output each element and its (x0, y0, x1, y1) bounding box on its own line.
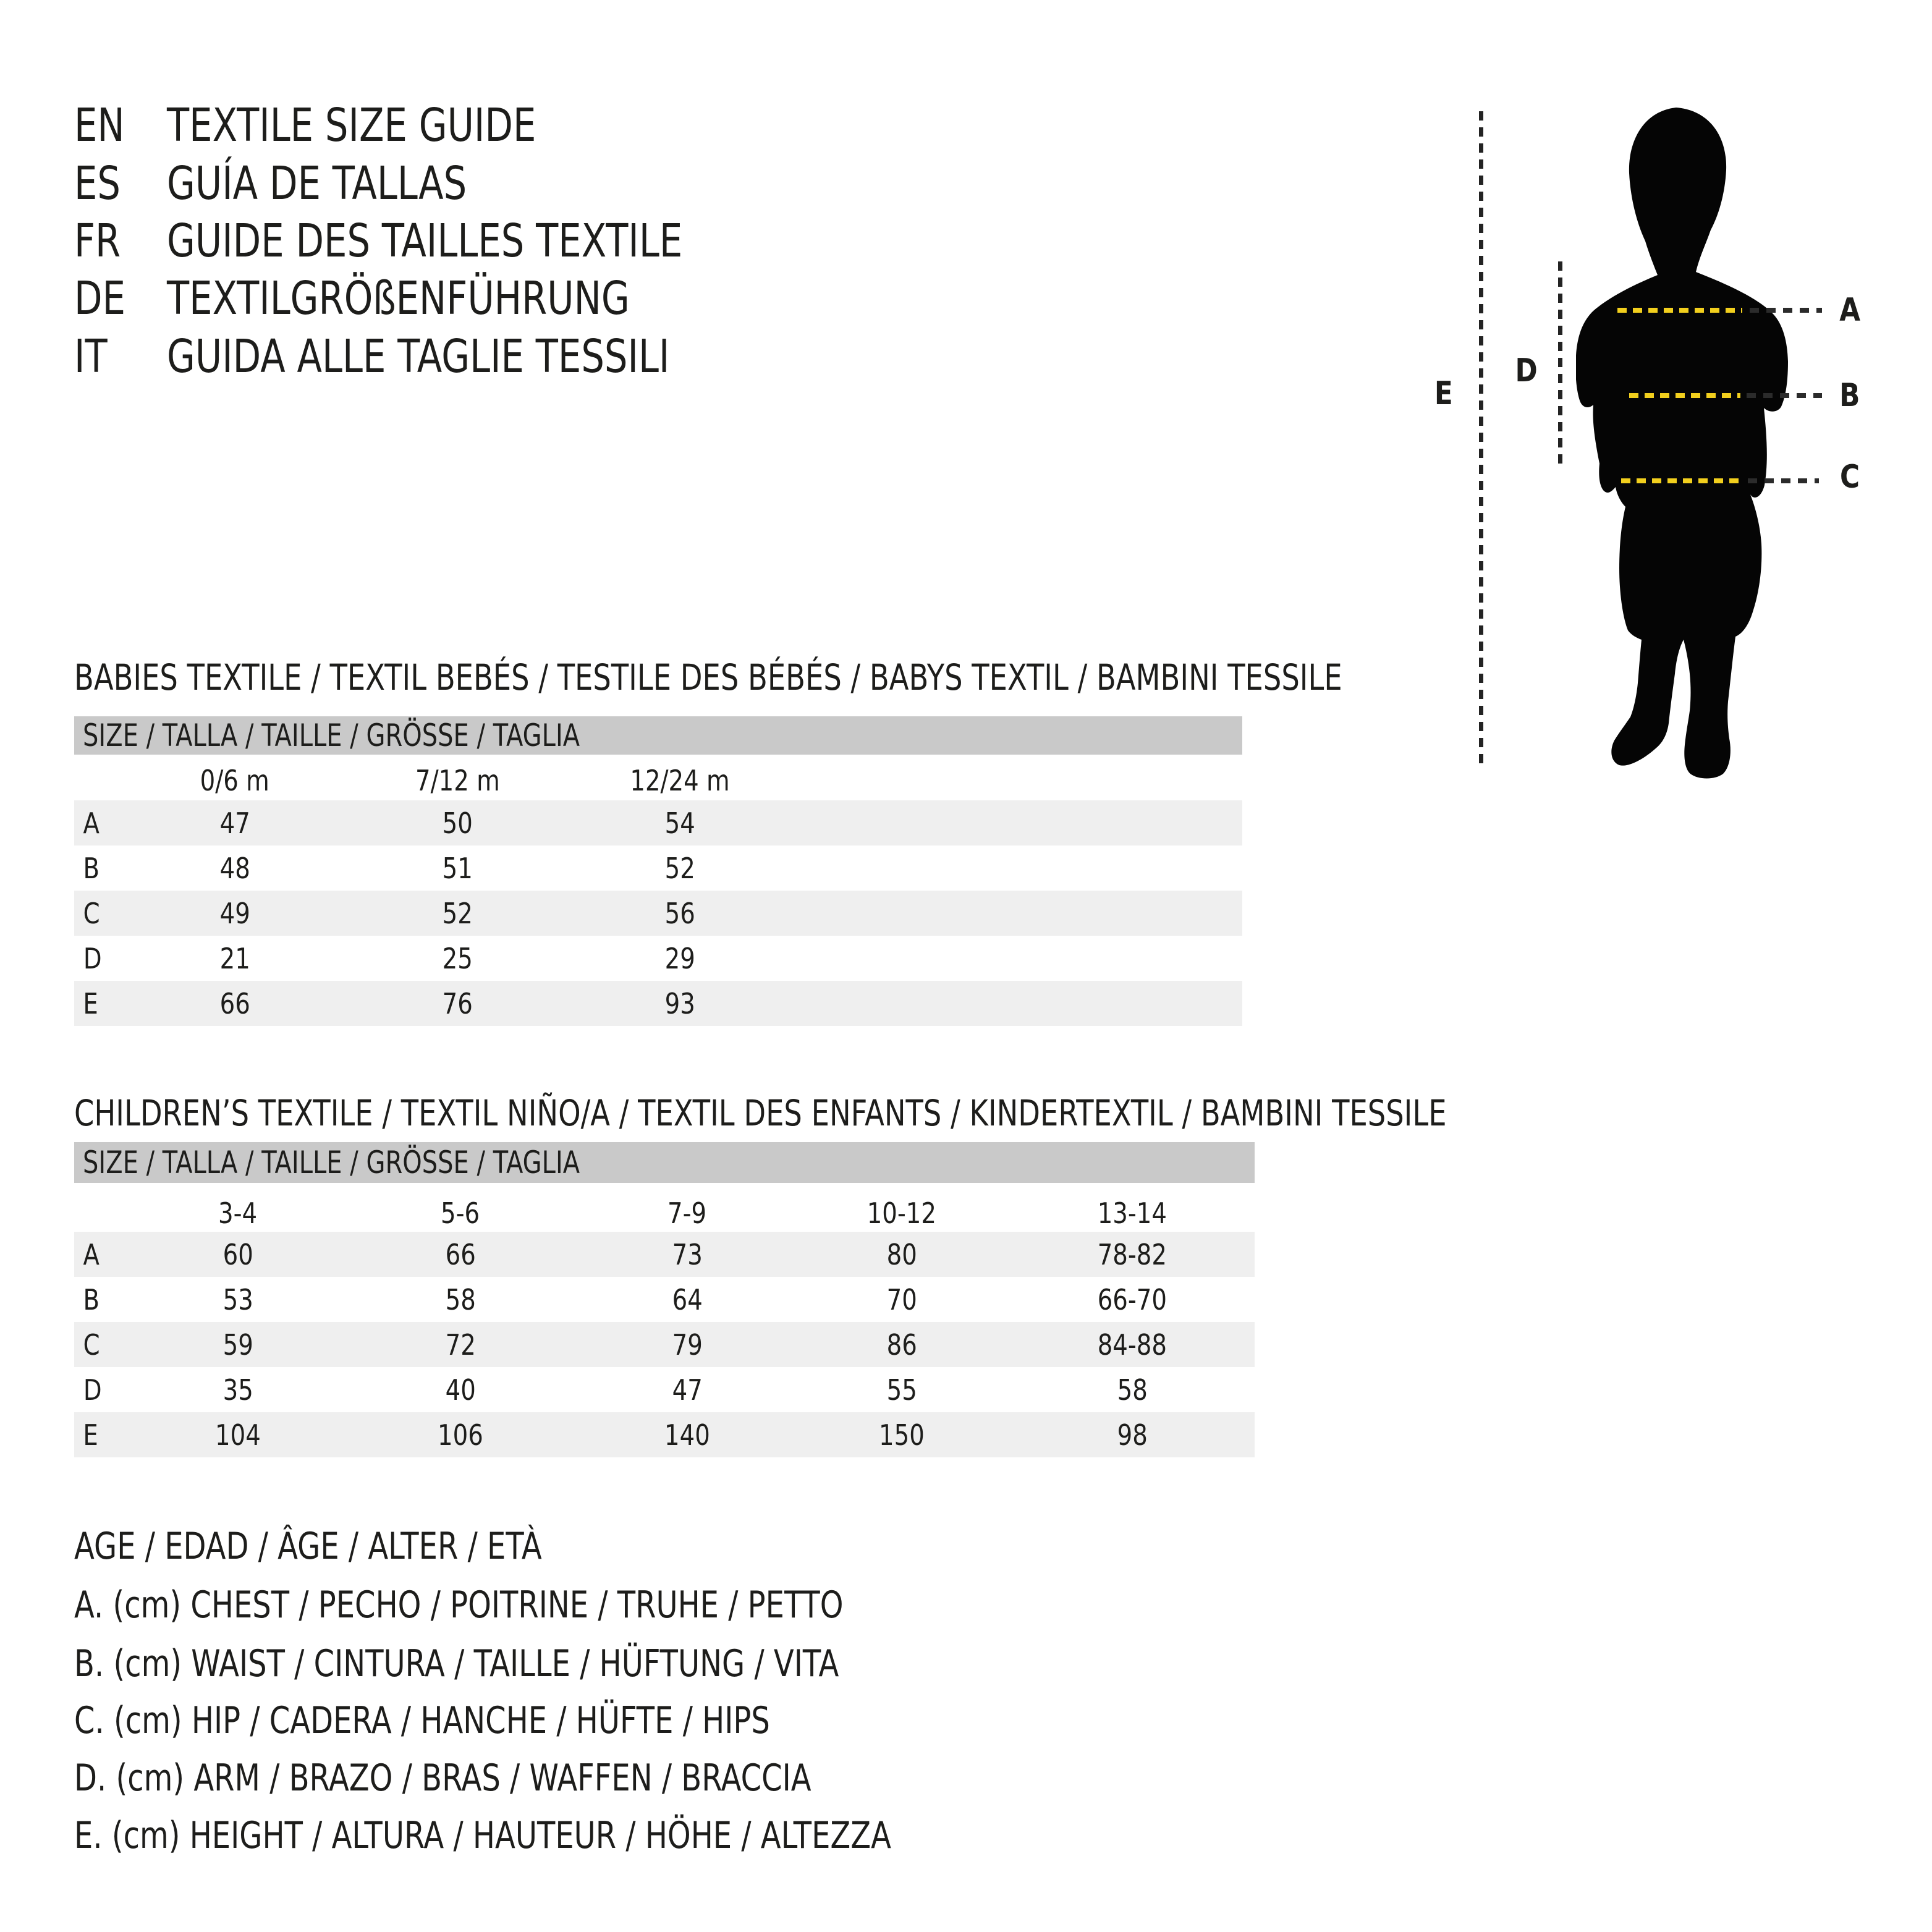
legend-line-height: E. (cm) HEIGHT / ALTURA / HAUTEUR / HÖHE / ALTEZZA (74, 1814, 892, 1857)
legend-line-age: AGE / EDAD / ÂGE / ALTER / ETÀ (74, 1525, 542, 1568)
table-row: A 60 66 73 80 78-82 (74, 1232, 1255, 1277)
row-label: B (83, 1282, 100, 1316)
column-header: 12/24 m (630, 764, 730, 797)
table-row: E 104 106 140 150 98 (74, 1412, 1255, 1457)
measure-label-c: C (1839, 459, 1860, 496)
legend-line-hip: C. (cm) HIP / CADERA / HANCHE / HÜFTE / HIPS (74, 1699, 770, 1742)
measurement-figure (1409, 93, 1932, 803)
waist-measure-line-b (1629, 393, 1740, 398)
lang-code: FR (74, 214, 121, 268)
lang-code: DE (74, 272, 125, 325)
row-label: C (83, 1328, 100, 1362)
table-row: C 59 72 79 86 84-88 (74, 1322, 1255, 1367)
guide-title: TEXTILE SIZE GUIDE (167, 99, 536, 152)
table-row: D 35 40 47 55 58 (74, 1367, 1255, 1412)
guide-title: GUÍA DE TALLAS (167, 157, 467, 210)
row-label: C (83, 896, 100, 930)
lang-code: EN (74, 99, 125, 152)
children-column-header-row (74, 1195, 1255, 1232)
guide-title: TEXTILGRÖßENFÜHRUNG (167, 272, 630, 325)
hip-measure-line-c-ext (1748, 478, 1819, 483)
legend-line-arm: D. (cm) ARM / BRAZO / BRAS / WAFFEN / BRACCIA (74, 1756, 811, 1800)
row-label: D (83, 1373, 102, 1407)
row-label: E (83, 986, 98, 1020)
chest-measure-line-a (1617, 308, 1742, 313)
column-header: 5-6 (441, 1197, 480, 1230)
children-size-bar: SIZE / TALLA / TAILLE / GRÖSSE / TAGLIA (74, 1142, 1255, 1183)
column-header: 13-14 (1097, 1197, 1167, 1230)
row-label: A (83, 806, 100, 840)
row-label: D (83, 941, 102, 975)
guide-title: GUIDE DES TAILLES TEXTILE (167, 214, 683, 268)
chest-measure-line-a-ext (1750, 308, 1822, 313)
lang-code: IT (74, 330, 108, 383)
column-header: 7/12 m (415, 764, 500, 797)
babies-title: BABIES TEXTILE / TEXTIL BEBÉS / TESTILE DES BÉBÉS / BABYS TEXTIL / BAMBINI TESSILE (74, 656, 1342, 698)
measure-label-e: E (1434, 375, 1453, 412)
row-label: E (83, 1418, 98, 1452)
column-header: 3-4 (218, 1197, 258, 1230)
legend-line-chest: A. (cm) CHEST / PECHO / POITRINE / TRUHE / PETTO (74, 1583, 844, 1627)
legend-line-waist: B. (cm) WAIST / CINTURA / TAILLE / HÜFTUNG / VITA (74, 1642, 839, 1685)
lang-code: ES (74, 157, 121, 210)
table-row: B 53 58 64 70 66-70 (74, 1277, 1255, 1322)
row-label: A (83, 1237, 100, 1271)
guide-title: GUIDA ALLE TAGLIE TESSILI (167, 330, 670, 383)
waist-measure-line-b-ext (1747, 393, 1822, 398)
table-row: D 21 25 29 (74, 936, 1242, 981)
measure-label-d: D (1515, 352, 1538, 389)
children-title: CHILDREN’S TEXTILE / TEXTIL NIÑO/A / TEXTIL DES ENFANTS / KINDERTEXTIL / BAMBINI TESSILE (74, 1092, 1447, 1134)
babies-column-header-row (74, 762, 1242, 799)
column-header: 0/6 m (200, 764, 270, 797)
table-row: B 48 51 52 (74, 845, 1242, 891)
babies-size-bar: SIZE / TALLA / TAILLE / GRÖSSE / TAGLIA (74, 716, 1242, 755)
table-row: A 47 50 54 (74, 800, 1242, 845)
column-header: 10-12 (866, 1197, 937, 1230)
table-row: C 49 52 56 (74, 891, 1242, 936)
arm-measure-line-d (1558, 261, 1562, 470)
measure-label-a: A (1839, 292, 1860, 329)
measure-label-b: B (1839, 377, 1860, 414)
column-header: 7-9 (667, 1197, 707, 1230)
hip-measure-line-c (1621, 478, 1742, 483)
row-label: B (83, 851, 100, 885)
table-row: E 66 76 93 (74, 981, 1242, 1026)
